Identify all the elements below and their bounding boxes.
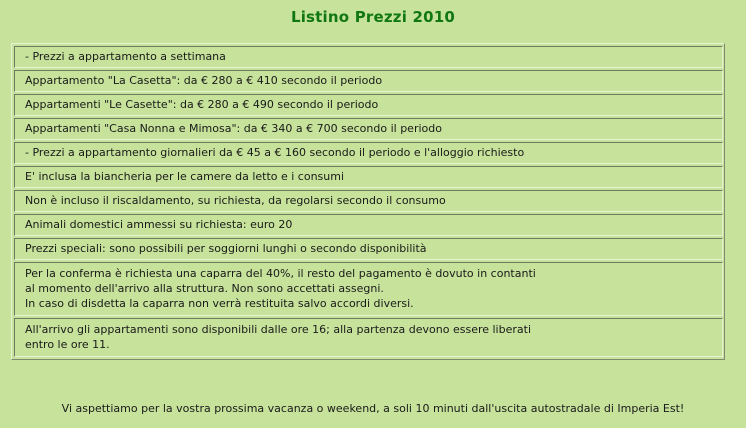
price-list-row (14, 70, 723, 92)
price-list-row (14, 262, 723, 316)
price-list-row (14, 166, 723, 188)
footer-text: Vi aspettiamo per la vostra prossima vacanza o weekend, a soli 10 minuti dall'uscita autostradale di Imperia Est! (61, 402, 685, 415)
row-text: All'arrivo gli appartamenti sono disponibili dalle ore 16; alla partenza devono essere liberati (25, 323, 531, 336)
row-text: - Prezzi a appartamento giornalieri da € 45 a € 160 secondo il periodo e l'alloggio richiesto (25, 146, 525, 159)
price-list-row (14, 190, 723, 212)
row-text: E' inclusa la biancheria per le camere da letto e i consumi (25, 170, 345, 183)
price-list-row (14, 318, 723, 357)
row-text: Appartamenti "Le Casette": da € 280 a € 490 secondo il periodo (25, 98, 379, 111)
row-text: In caso di disdetta la caparra non verrà restituita salvo accordi diversi. (25, 297, 414, 310)
price-list-table (11, 43, 725, 360)
row-text: Prezzi speciali: sono possibili per soggiorni lunghi o secondo disponibilità (25, 242, 427, 255)
row-text: - Prezzi a appartamento a settimana (25, 50, 226, 63)
row-text: Appartamento "La Casetta": da € 280 a € 410 secondo il periodo (25, 74, 383, 87)
price-list-row (14, 214, 723, 236)
price-list-row (14, 142, 723, 164)
price-list-row (14, 118, 723, 140)
row-text: Appartamenti "Casa Nonna e Mimosa": da € 340 a € 700 secondo il periodo (25, 122, 442, 135)
page-title: Listino Prezzi 2010 (290, 8, 456, 26)
row-text: entro le ore 11. (25, 338, 110, 351)
price-list-row (14, 238, 723, 260)
row-text: al momento dell'arrivo alla struttura. Non sono accettati assegni. (25, 282, 384, 295)
price-list-row (14, 94, 723, 116)
row-text: Non è incluso il riscaldamento, su richiesta, da regolarsi secondo il consumo (25, 194, 446, 207)
row-text: Animali domestici ammessi su richiesta: euro 20 (25, 218, 293, 231)
price-list-row (14, 46, 723, 68)
row-text: Per la conferma è richiesta una caparra del 40%, il resto del pagamento è dovuto in contanti (25, 267, 536, 280)
